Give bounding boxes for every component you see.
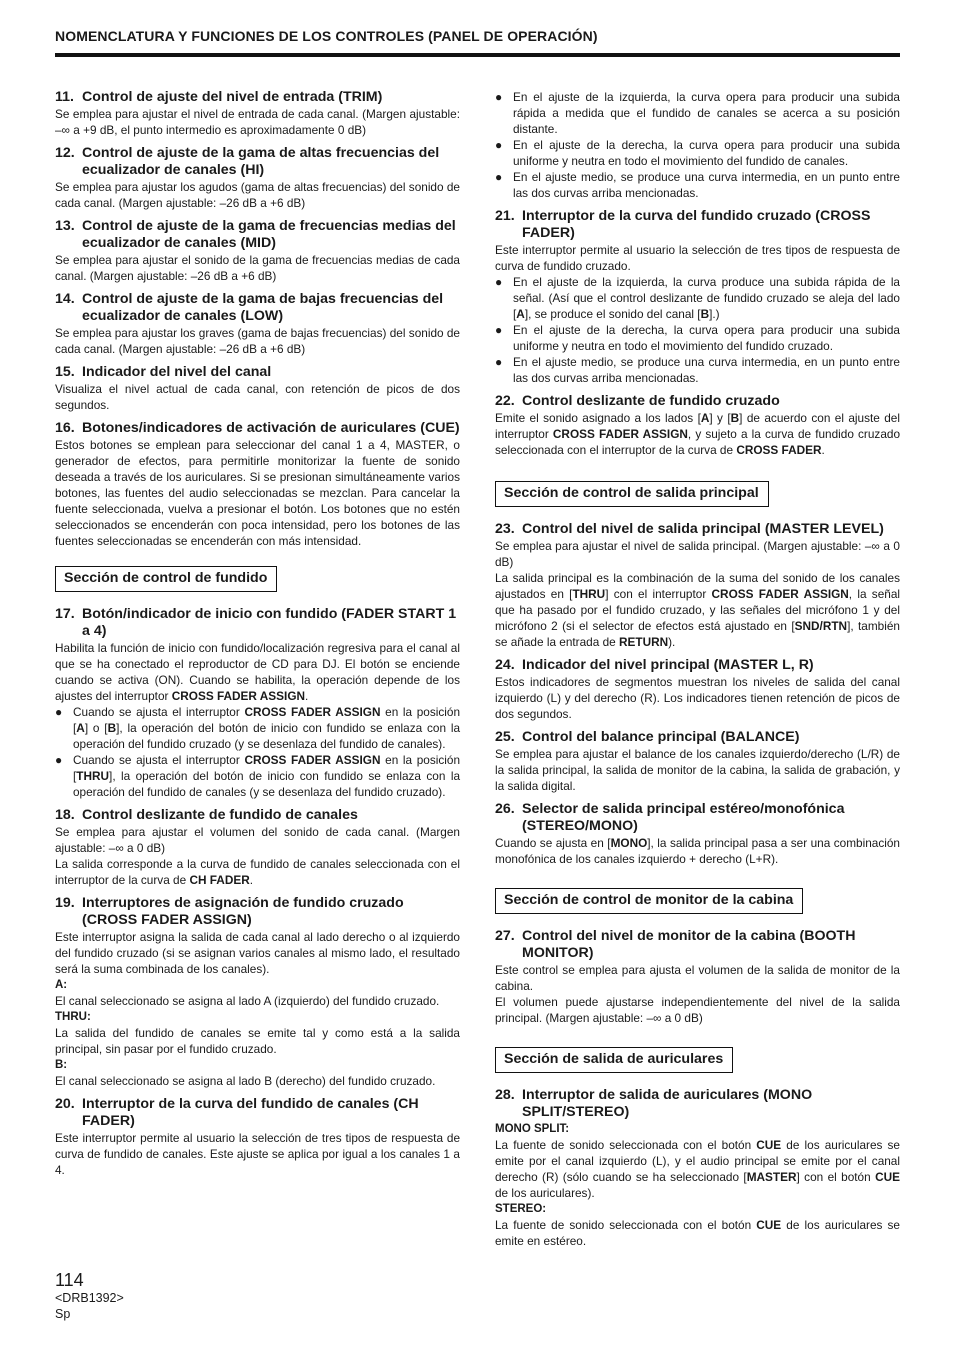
item-26 — [495, 801, 900, 867]
item-body: Se emplea para ajustar el sonido de la gama de frecuencias medias de cada canal. (Margen ajustable: –26 dB a +6 dB) — [55, 253, 460, 283]
bullet-icon: ● — [55, 753, 63, 767]
item-28 — [495, 1087, 900, 1249]
left-column — [55, 89, 460, 1185]
item-body: Se emplea para ajustar el nivel de salida principal. (Margen ajustable: –∞ a 0 dB) — [495, 539, 900, 569]
item-27 — [495, 928, 900, 1026]
bullet-list — [495, 274, 900, 386]
item-15 — [55, 364, 460, 413]
list-item: ● Cuando se ajusta el interruptor CROSS FADER ASSIGN en la posición [THRU], la operación del botón de inicio con fundido se enlaza con la operación del fundido de canales (y se desenlaza del fundido cruzado). — [55, 753, 461, 799]
item-body: Estos botones se emplean para seleccionar del canal 1 a 4, MASTER, o generador de efectos, para permitirle monitorizar la fuente de sonido deseada a través de los auriculares. Si se presionan simultáneamente varios botones, las fuentes del audio seleccionadas se mezclan. Para cancelar la fuente seleccionada, vuelva a presionar el botón. Los botones que no estén seleccionados se encenderán con poca intensidad, pero los botones de las fuentes seleccionadas se encenderán con más intensidad. — [55, 438, 460, 548]
item-heading: 20. Interruptor de la curva del fundido de canales (CH FADER) — [55, 1096, 419, 1129]
bullet-icon: ● — [495, 138, 503, 152]
option-label-thru: THRU: — [55, 1011, 91, 1023]
bullet-icon: ● — [495, 170, 503, 184]
page-header — [55, 28, 900, 57]
language-code: Sp — [55, 1307, 71, 1321]
page-title: NOMENCLATURA Y FUNCIONES DE LOS CONTROLES (PANEL DE OPERACIÓN) — [55, 28, 598, 44]
page-footer — [55, 1270, 124, 1322]
list-item: ● En el ajuste medio, se produce una curva intermedia, en un punto entre las dos curvas arriba mencionadas. — [495, 170, 900, 200]
item-heading: 18. Control deslizante de fundido de canales — [55, 807, 358, 823]
item-body: Este interruptor permite al usuario la selección de tres tipos de respuesta de curva de fundido cruzado. — [495, 243, 900, 273]
item-body: La salida corresponde a la curva de fundido de canales seleccionada con el interruptor de la curva de CH FADER. — [55, 857, 460, 887]
item-body: Se emplea para ajustar el volumen del sonido de cada canal. (Margen ajustable: –∞ a 0 dB) — [55, 825, 460, 855]
item-heading: 12. Control de ajuste de la gama de altas frecuencias del ecualizador de canales (HI) — [55, 145, 440, 178]
list-item: ● Cuando se ajusta el interruptor CROSS FADER ASSIGN en la posición [A] o [B], la operación del botón de inicio con fundido se enlaza con la operación del fundido cruzado (y se desenlaza del fundido de canales). — [55, 705, 461, 751]
item-21 — [495, 208, 900, 386]
item-heading: 14. Control de ajuste de la gama de bajas frecuencias del ecualizador de canales (LOW) — [55, 291, 444, 324]
bullet-icon: ● — [495, 90, 503, 104]
item-body: Este control se emplea para ajusta el volumen de la salida de monitor de la cabina. — [495, 963, 900, 993]
option-text-stereo: La fuente de sonido seleccionada con el botón CUE de los auriculares se emite en estéreo. — [495, 1218, 900, 1248]
item-14 — [55, 291, 460, 357]
item-heading: 23. Control del nivel de salida principal (MASTER LEVEL) — [495, 521, 884, 537]
right-column — [495, 89, 900, 1256]
item-20 — [55, 1096, 460, 1178]
option-text-thru: La salida del fundido de canales se emite tal y como está a la salida principal, sin pasar por el fundido cruzado. — [55, 1026, 460, 1056]
section-heading-phones: Sección de salida de auriculares — [495, 1047, 733, 1073]
bullet-list — [55, 704, 460, 800]
item-body: Este interruptor asigna la salida de cada canal al lado derecho o al izquierdo del fundido cruzado (si se asignan varios canales al mismo lado, el resultado será la suma combinada de los canales). — [55, 930, 460, 976]
item-19 — [55, 895, 460, 1089]
item-17 — [55, 606, 460, 800]
item-body: Emite el sonido asignado a los lados [A] y [B] de acuerdo con el ajuste del interruptor CROSS FADER ASSIGN, y sujeto a la curva de fundido cruzado seleccionada con el interruptor de la curva de CROSS FADER. — [495, 411, 901, 457]
item-body: Se emplea para ajustar el nivel de entrada de cada canal. (Margen ajustable: –∞ a +9 dB, el punto intermedio es aproximadamente 0 dB) — [55, 107, 460, 137]
item-heading: 11. Control de ajuste del nivel de entrada (TRIM) — [55, 89, 383, 105]
bullet-icon: ● — [495, 355, 503, 369]
option-label-b: B: — [55, 1059, 68, 1071]
item-body: Habilita la función de inicio con fundido/localización regresiva para el canal al que se ha conectado el reproductor de CD para DJ. El botón se enciende cuando se activa (ON). Cuando se habilita, la operación depende de los ajustes del interruptor CROSS FADER ASSIGN. — [55, 641, 460, 703]
item-23 — [495, 521, 900, 650]
item-heading: 26. Selector de salida principal estéreo/monofónica (STEREO/MONO) — [495, 801, 845, 834]
page-number: 114 — [55, 1270, 84, 1290]
bullet-icon: ● — [55, 705, 63, 719]
list-item: ● En el ajuste de la izquierda, la curva produce una subida rápida de la señal. (Así que el control deslizante de fundido cruzado se aleja del lado [A], se produce el sonido del canal [B].) — [495, 275, 900, 321]
item-22 — [495, 393, 900, 458]
item-body: Visualiza el nivel actual de cada canal, con retención de picos de dos segundos. — [55, 382, 460, 412]
item-heading: 25. Control del balance principal (BALANCE) — [495, 729, 800, 745]
item-heading: 17. Botón/indicador de inicio con fundido (FADER START 1 a 4) — [55, 606, 457, 639]
item-body: Cuando se ajusta en [MONO], la salida principal pasa a ser una combinación monofónica de los canales izquierdo + derecho (L+R). — [495, 836, 900, 866]
item-heading: 24. Indicador del nivel principal (MASTER L, R) — [495, 657, 814, 673]
item-16 — [55, 420, 460, 549]
option-text-a: El canal seleccionado se asigna al lado A (izquierdo) del fundido cruzado. — [55, 994, 440, 1008]
item-heading: 15. Indicador del nivel del canal — [55, 364, 272, 380]
item-12 — [55, 145, 460, 211]
item-24 — [495, 657, 900, 722]
bullet-icon: ● — [495, 323, 503, 337]
bullet-icon: ● — [495, 275, 503, 289]
item-11 — [55, 89, 460, 138]
option-label-mono-split: MONO SPLIT: — [495, 1123, 570, 1135]
option-text-b: El canal seleccionado se asigna al lado B (derecho) del fundido cruzado. — [55, 1074, 436, 1088]
section-heading-booth: Sección de control de monitor de la cabina — [495, 888, 803, 914]
item-body: La salida principal es la combinación de la suma del sonido de los canales ajustados en [THRU] con el interruptor CROSS FADER ASSIGN, la señal que ha pasado por el fundido cruzado, y las señales del micrófono 1 y del micrófono 2 (si el selector de efectos está ajustado en [SND/RTN], también se añade la entrada de RETURN). — [495, 571, 900, 649]
list-item: ● En el ajuste medio, se produce una curva intermedia, en un punto entre las dos curvas arriba mencionadas. — [495, 355, 900, 385]
header-rule — [55, 53, 900, 57]
item-heading: 22. Control deslizante de fundido cruzado — [495, 393, 780, 409]
item-body: El volumen puede ajustarse independientemente del nivel de la salida principal. (Margen ajustable: –∞ a 0 dB) — [495, 995, 900, 1025]
item-body: Se emplea para ajustar los graves (gama de bajas frecuencias) del sonido de cada canal. (Margen ajustable: –26 dB a +6 dB) — [55, 326, 460, 356]
section-heading-fader: Sección de control de fundido — [55, 566, 277, 592]
item-25 — [495, 729, 900, 794]
document-code: <DRB1392> — [55, 1291, 124, 1305]
item-body: Se emplea para ajustar los agudos (gama de altas frecuencias) del sonido de cada canal. (Margen ajustable: –26 dB a +6 dB) — [55, 180, 460, 210]
list-item: ● En el ajuste de la derecha, la curva opera para producir una subida uniforme y neutra en todo el movimiento del fundido de canales. — [495, 138, 900, 168]
item-heading: 28. Interruptor de salida de auriculares (MONO SPLIT/STEREO) — [495, 1087, 813, 1120]
option-label-stereo: STEREO: — [495, 1203, 547, 1215]
item-heading: 21. Interruptor de la curva del fundido cruzado (CROSS FADER) — [495, 208, 871, 241]
item-body: Se emplea para ajustar el balance de los canales izquierdo/derecho (L/R) de la salida principal, la salida de monitor de la cabina, la salida de grabación, y la salida digital. — [495, 747, 900, 793]
item-heading: 13. Control de ajuste de la gama de frecuencias medias del ecualizador de canales (MID) — [55, 218, 456, 251]
option-label-a: A: — [55, 979, 68, 991]
item-body: Estos indicadores de segmentos muestran los niveles de salida del canal izquierdo (L) y del derecho (R). Los indicadores tienen retención de picos de dos segundos. — [495, 675, 900, 721]
list-item: ● En el ajuste de la izquierda, la curva opera para producir una subida rápida a medida que el fundido de canales se acerca a su posición distante. — [495, 90, 900, 136]
item-body: Este interruptor permite al usuario la selección de tres tipos de respuesta de curva de fundido de canales. Este ajuste se aplica por igual a los canales 1 a 4. — [55, 1131, 460, 1177]
item-heading: 16. Botones/indicadores de activación de auriculares (CUE) — [55, 420, 460, 436]
bullet-list — [495, 89, 900, 201]
item-20-continued — [495, 89, 900, 201]
item-18 — [55, 807, 460, 888]
section-heading-master: Sección de control de salida principal — [495, 481, 769, 507]
item-heading: 19. Interruptores de asignación de fundido cruzado (CROSS FADER ASSIGN) — [55, 895, 404, 928]
option-text-mono-split: La fuente de sonido seleccionada con el botón CUE de los auriculares se emite por el canal izquierdo (L), y el audio principal se emite por el canal derecho (R) (sólo cuando se ha seleccionado [MASTER] con el botón CUE de los auriculares). — [495, 1138, 900, 1200]
item-13 — [55, 218, 460, 284]
item-heading: 27. Control del nivel de monitor de la cabina (BOOTH MONITOR) — [495, 928, 856, 961]
list-item: ● En el ajuste de la derecha, la curva opera para producir una subida uniforme y neutra en todo el movimiento del fundido cruzado. — [495, 323, 900, 353]
